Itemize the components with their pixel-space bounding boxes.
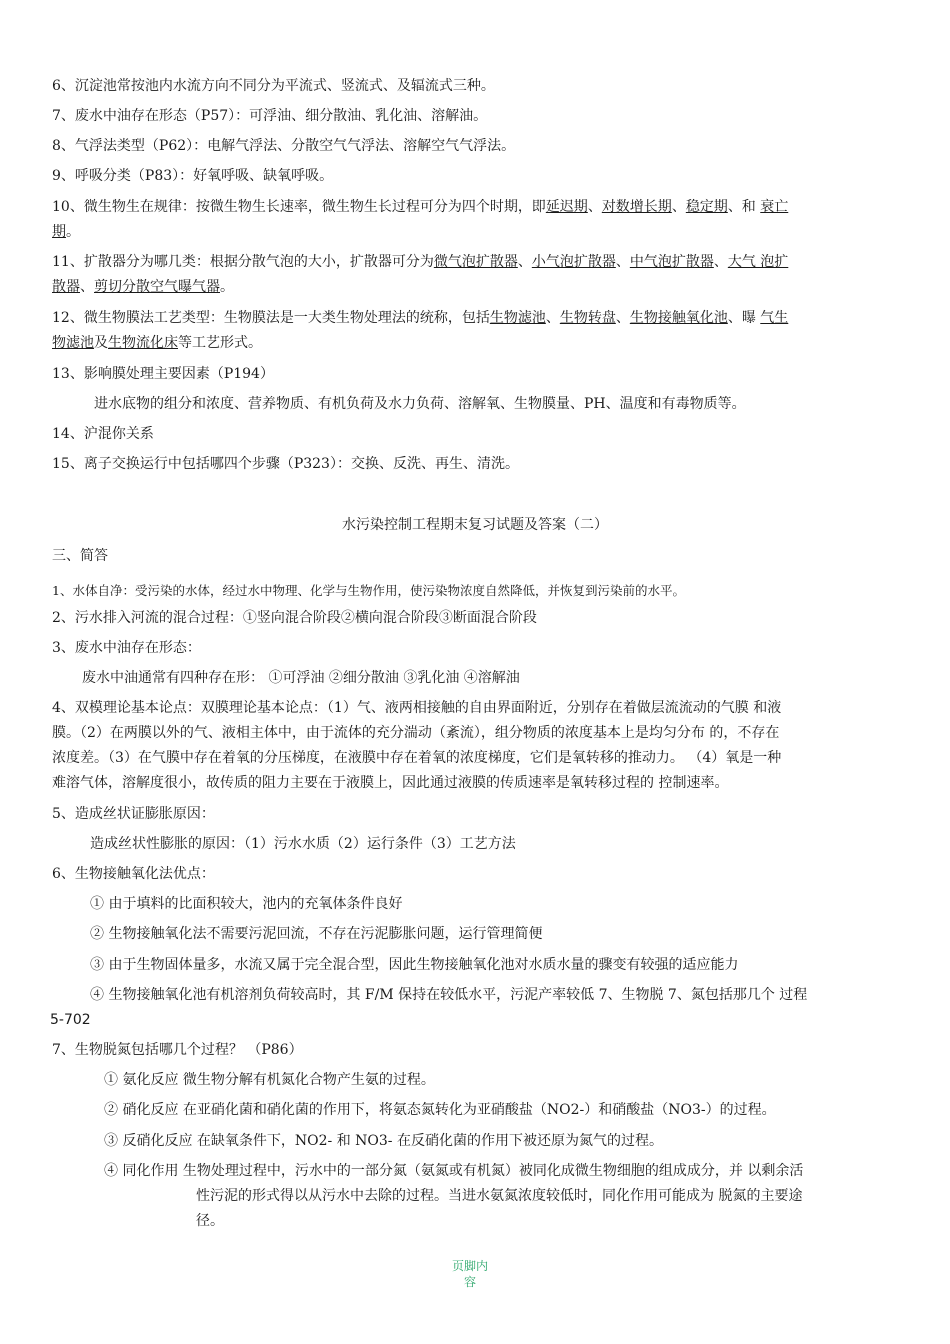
answer-6-item-3: ③ 由于生物固体量多，水流又属于完全混合型，因此生物接触氧化池对水质水量的骤变有较强的适应能力 [90, 957, 739, 973]
sep: 、和 [727, 199, 761, 215]
section-title: 水污染控制工程期末复习试题及答案（二） [342, 517, 608, 533]
answer-5-body: 造成丝状性膨胀的原因：（1）污水水质（2）运行条件（3）工艺方法 [90, 836, 516, 852]
sep: 、 [671, 199, 686, 215]
sep: 、 [545, 310, 560, 326]
answer-6-item-4-cont: 5-702 [50, 1012, 91, 1028]
term: 生物转盘 [559, 310, 616, 326]
item-11-line-2 [52, 274, 892, 300]
term-decline-phase-end: 期 [52, 224, 66, 240]
item-10-line-1 [52, 194, 892, 220]
section-heading: 三、简答 [52, 548, 108, 564]
sep: 、 [517, 254, 532, 270]
sep: 、 [615, 310, 630, 326]
answer-4-line-3: 浓度差。（3）在气膜中存在着氧的分压梯度，在液膜中存在着氧的浓度梯度，它们是氧转移的推动力。 （4）氧是一种 [52, 750, 782, 766]
text: 。 [66, 224, 80, 240]
answer-7-item-3: ③ 反硝化反应 在缺氧条件下，NO2- 和 NO3- 在反硝化菌的作用下被还原为氮气的过程。 [104, 1133, 663, 1149]
term-decline-phase: 衰亡 [760, 199, 789, 215]
item-14: 14、沪混你关系 [52, 426, 154, 442]
answer-6-item-1: ① 由于填料的比面积较大，池内的充氧体条件良好 [90, 896, 403, 912]
answer-4-line-4: 难溶气体，溶解度很小，故传质的阻力主要在于液膜上，因此通过液膜的传质速率是氧转移过程的 控制速率。 [52, 775, 729, 791]
text: 等工艺形式。 [178, 335, 262, 351]
answer-6-item-4: ④ 生物接触氧化池有机溶剂负荷较高时，其 F/M 保持在较低水平，污泥产率较低 7、生物脱 7、氮包括那几个 过程 [90, 987, 808, 1003]
term: 物滤池 [52, 335, 94, 351]
term: 微气泡扩散器 [433, 254, 518, 270]
answer-6: 6、生物接触氧化法优点： [52, 866, 215, 882]
term-stationary-phase: 稳定期 [685, 199, 728, 215]
answer-7: 7、生物脱氮包括哪几个过程？ （P86） [52, 1042, 303, 1058]
term: 小气泡扩散器 [531, 254, 616, 270]
answer-4-line-2: 膜。（2）在两膜以外的气、液相主体中，由于流体的充分湍动（紊流），组分物质的浓度基本上是均匀分布 的，不存在 [52, 725, 780, 741]
term-log-phase: 对数增长期 [601, 199, 672, 215]
item-8: 8、气浮法类型（P62）：电解气浮法、分散空气气浮法、溶解空气气浮法。 [52, 138, 516, 154]
answer-6-item-2: ② 生物接触氧化法不需要污泥回流，不存在污泥膨胀问题，运行管理简便 [90, 926, 543, 942]
sep: 、曝 [727, 310, 761, 326]
term: 生物流化床 [108, 335, 178, 351]
text: 。 [220, 279, 234, 295]
sep: 及 [94, 335, 108, 351]
item-7: 7、废水中油存在形态（P57）：可浮油、细分散油、乳化油、溶解油。 [52, 108, 488, 124]
term: 生物接触氧化池 [629, 310, 728, 326]
sep: 、 [615, 254, 630, 270]
term: 大气 泡扩 [727, 254, 789, 270]
term-lag-phase: 延迟期 [545, 199, 588, 215]
answer-7-item-1: ① 氨化反应 微生物分解有机氮化合物产生氨的过程。 [104, 1072, 435, 1088]
item-13-body: 进水底物的组分和浓度、营养物质、有机负荷及水力负荷、溶解氧、生物膜量、PH、温度和有毒物质等。 [94, 396, 746, 412]
answer-3-body: 废水中油通常有四种存在形： ①可浮油 ②细分散油 ③乳化油 ④溶解油 [82, 670, 520, 686]
item-12-line-1 [52, 305, 892, 331]
text: 12、微生物膜法工艺类型：生物膜法是一大类生物处理法的统称，包括 [52, 310, 490, 326]
footer-line-1: 页脚内 [451, 1259, 488, 1273]
sep: 、 [713, 254, 728, 270]
term: 生物滤池 [489, 310, 546, 326]
term: 中气泡扩散器 [629, 254, 714, 270]
term: 剪切分散空气曝气器 [94, 279, 220, 295]
answer-2: 2、污水排入河流的混合过程：①竖向混合阶段②横向混合阶段③断面混合阶段 [52, 610, 537, 626]
term: 散器 [52, 279, 80, 295]
item-15: 15、离子交换运行中包括哪四个步骤（P323）：交换、反洗、再生、清洗。 [52, 456, 519, 472]
page-footer [440, 1258, 500, 1290]
item-6: 6、沉淀池常按池内水流方向不同分为平流式、竖流式、及辐流式三种。 [52, 78, 495, 94]
answer-3: 3、废水中油存在形态： [52, 640, 201, 656]
sep: 、 [80, 279, 94, 295]
answer-5: 5、造成丝状证膨胀原因： [52, 806, 215, 822]
term: 气生 [760, 310, 789, 326]
item-12-line-2 [52, 330, 892, 356]
sep: 、 [587, 199, 602, 215]
answer-7-item-4-cont-1: 性污泥的形式得以从污水中去除的过程。当进水氨氮浓度较低时，同化作用可能成为 脱氮的主要途 [196, 1188, 803, 1204]
footer-line-2: 容 [463, 1275, 476, 1289]
item-9: 9、呼吸分类（P83）：好氧呼吸、缺氧呼吸。 [52, 168, 334, 184]
answer-7-item-4-cont-2: 径。 [196, 1213, 224, 1229]
answer-1: 1、水体自净：受污染的水体，经过水中物理、化学与生物作用，使污染物浓度自然降低，并恢复到污染前的水平。 [52, 583, 685, 598]
item-10-line-2 [52, 219, 892, 245]
answer-7-item-4: ④ 同化作用 生物处理过程中，污水中的一部分氮（氨氮或有机氮）被同化成微生物细胞的组成成分，并 以剩余活 [104, 1163, 804, 1179]
item-13: 13、影响膜处理主要因素（P194） [52, 366, 274, 382]
text: 10、微生物生在规律：按微生物生长速率，微生物生长过程可分为四个时期，即 [52, 199, 546, 215]
text: 11、扩散器分为哪几类：根据分散气泡的大小，扩散器可分为 [52, 254, 434, 270]
answer-4-line-1: 4、双模理论基本论点：双膜理论基本论点：（1）气、液两相接触的自由界面附近，分别存在着做层流流动的气膜 和液 [52, 700, 782, 716]
item-11-line-1 [52, 249, 892, 275]
answer-7-item-2: ② 硝化反应 在亚硝化菌和硝化菌的作用下，将氨态氮转化为亚硝酸盐（NO2-）和硝酸盐（NO3-）的过程。 [104, 1102, 776, 1118]
